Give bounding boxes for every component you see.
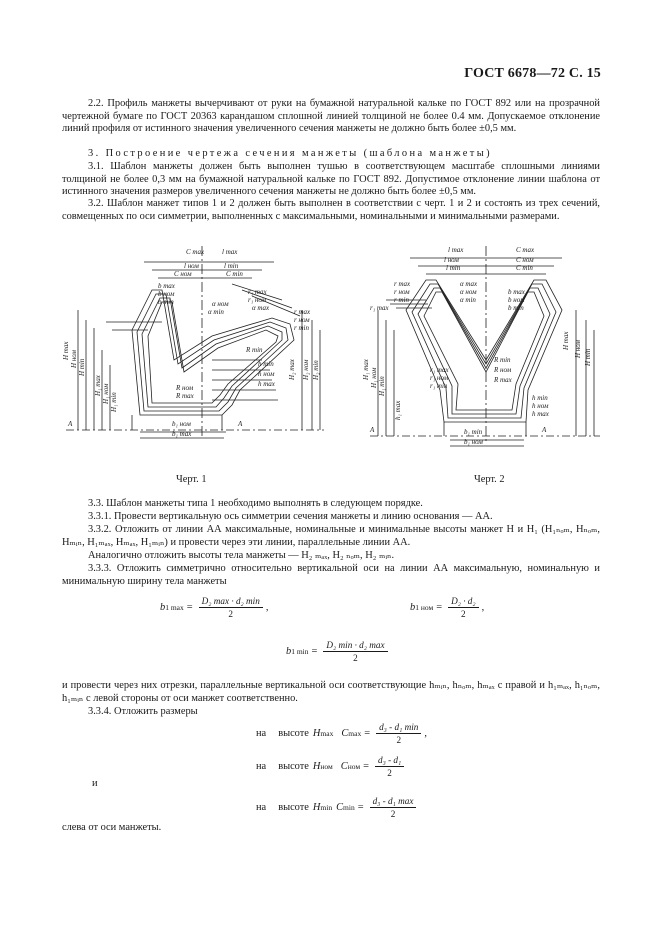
formula-c-max: на высоте H max C max = $\frac{\text{d₃ - d₁ min}}{2}$ , <box>256 722 427 745</box>
svg-text:α ном: α ном <box>212 300 229 308</box>
formula-c-min: на высоте H min C min = $\frac{\text{d₃ - d₁ max}}{2}$ <box>256 796 419 819</box>
svg-text:r₁ ном: r₁ ном <box>430 374 449 382</box>
formula-denominator: 2 <box>461 609 466 619</box>
svg-text:R ном: R ном <box>176 384 194 392</box>
svg-text:α ном: α ном <box>460 288 477 296</box>
formula-h: H <box>312 728 321 739</box>
svg-text:b min: b min <box>158 298 174 306</box>
svg-text:H₁ max: H₁ max <box>94 375 102 396</box>
svg-text:h max: h max <box>532 410 549 418</box>
svg-text:C ном: C ном <box>516 256 534 264</box>
paragraph-3-3: 3.3. Шаблон манжеты типа 1 необходимо выполнять в следующем порядке. <box>88 498 423 509</box>
formula-word-na: на <box>256 802 267 813</box>
svg-text:α min: α min <box>460 296 476 304</box>
svg-text:R max: R max <box>494 376 512 384</box>
svg-text:r ном: r ном <box>394 288 410 296</box>
svg-text:r min: r min <box>294 324 309 332</box>
paragraph-3-3-3-b: и провести через них отрезки, параллельные вертикальной оси соответствующие hₘᵢₙ, hₙₒₘ, hₘₐₓ с правой и h₁ₘₐₓ, h₁ₙₒₘ, h₁ₘᵢₙ с левой стороны от оси манжет соответственно. <box>62 680 600 704</box>
formula-b1-min: b 1 min = $\frac{\text{D₂ min · d₂ max}}{2}$ <box>286 640 391 663</box>
formula-c: C <box>341 728 349 739</box>
svg-text:r₁ max: r₁ max <box>430 366 449 374</box>
section-3-heading: 3. Построение чертежа сечения манжеты (шаблона манжеты) <box>88 148 492 159</box>
svg-text:r₁ ном: r₁ ном <box>248 296 267 304</box>
formula-b1-nom: b 1 ном = $\frac{\text{D₂ · d₂}}{2}$ , <box>410 596 485 619</box>
svg-text:h min: h min <box>258 360 274 368</box>
figure-1-caption: Черт. 1 <box>176 474 207 485</box>
svg-text:H₁ min: H₁ min <box>110 392 118 412</box>
paragraph-3-3-1: 3.3.1. Провести вертикальную ось симметрии сечения манжеты и линию основания — АА. <box>88 511 493 522</box>
formula-h: H <box>312 761 321 772</box>
paragraph-3-3-3: 3.3.3. Отложить симметрично относительно вертикальной оси на линии АА максимальную, номинальную и минимальную ширину тела манжеты <box>62 563 600 587</box>
figure-2-drawing <box>362 240 604 450</box>
svg-text:H max: H max <box>62 341 70 360</box>
svg-text:H₁ ном: H₁ ном <box>102 383 110 404</box>
svg-text:r max: r max <box>294 308 311 316</box>
formula-lhs-sub: 1 ном <box>415 603 434 612</box>
svg-text:α max: α max <box>460 280 478 288</box>
formula-c: C <box>336 802 344 813</box>
svg-text:r ном: r ном <box>294 316 310 324</box>
paragraph-3-3-2: 3.3.2. Отложить от линии АА максимальные, номинальные и минимальные высоты манжет H и H₁ (H₁ₙₒₘ, Hₙₒₘ, Hₘᵢₙ, H₁ₘₐₓ, Hₘₐₓ, H₁ₘᵢₙ) и провести через эти линии, параллельные линии АА. <box>62 524 600 548</box>
svg-text:A: A <box>68 420 73 428</box>
svg-text:C min: C min <box>516 264 533 272</box>
svg-text:H₁ min: H₁ min <box>378 376 386 396</box>
svg-text:C max: C max <box>186 248 205 256</box>
formula-numerator: D₂ · d₂ <box>448 596 479 608</box>
svg-text:A: A <box>370 426 375 434</box>
svg-text:C ном: C ном <box>174 270 192 278</box>
formula-lhs: b <box>160 602 166 613</box>
formula-c-nom: на высоте H ном C ном = $\frac{\text{d₃ - d₁}}{2}$ <box>256 755 407 778</box>
svg-text:H₂ min: H₂ min <box>312 360 320 380</box>
formula-c-sub: ном <box>347 762 361 771</box>
svg-text:H min: H min <box>584 348 592 366</box>
svg-text:b₁ max: b₁ max <box>172 430 192 438</box>
formula-c-sub: max <box>348 729 362 738</box>
svg-text:H₁ ном: H₁ ном <box>370 367 378 388</box>
svg-text:b ном: b ном <box>158 290 175 298</box>
svg-text:h ном: h ном <box>258 370 275 378</box>
svg-text:b₁ ном: b₁ ном <box>464 438 483 446</box>
svg-text:H₁ max: H₁ max <box>362 359 370 380</box>
svg-text:b ном: b ном <box>508 296 525 304</box>
svg-text:C min: C min <box>226 270 243 278</box>
formula-denominator: 2 <box>396 735 402 745</box>
svg-text:R min: R min <box>494 356 511 364</box>
formula-word-na: на <box>256 761 267 772</box>
svg-text:H₂ max: H₂ max <box>288 359 296 380</box>
formula-numerator: d₃ - d₁ max <box>370 796 417 808</box>
svg-text:l max: l max <box>448 246 464 254</box>
figure-2-caption: Черт. 2 <box>474 474 505 485</box>
svg-text:r₁ min: r₁ min <box>430 382 448 390</box>
formula-word-na: на <box>256 728 267 739</box>
svg-text:h ном: h ном <box>532 402 549 410</box>
formula-word-height: высоте <box>278 728 309 739</box>
formula-lhs-sub: 1 min <box>291 647 309 656</box>
formula-denominator: 2 <box>353 653 358 663</box>
svg-text:r₁ max: r₁ max <box>248 288 267 296</box>
paragraph-3-2: 3.2. Шаблон манжет типов 1 и 2 должен быть выполнен в соответствии с черт. 1 и 2 и состоять из трех сечений, совмещенных по оси симметрии, выполненных с максимальными, номинальными и минимальными размерами. <box>62 198 600 222</box>
svg-text:A: A <box>238 420 243 428</box>
svg-text:b₁ ном: b₁ ном <box>172 420 191 428</box>
formula-denominator: 2 <box>390 809 396 819</box>
formula-b1-max: b 1 max = $\frac{\text{D₂ max · d₂ min}}{2}$ , <box>160 596 269 619</box>
formula-lhs-sub: 1 max <box>165 603 184 612</box>
svg-text:r max: r max <box>394 280 411 288</box>
formula-numerator: D₂ min · d₂ max <box>323 640 387 652</box>
svg-text:r₁ max: r₁ max <box>370 304 389 312</box>
svg-text:h₁ max: h₁ max <box>394 400 402 420</box>
svg-text:H ном: H ном <box>70 350 78 368</box>
paragraph-end: слева от оси манжеты. <box>62 822 162 833</box>
svg-text:H max: H max <box>562 331 570 350</box>
svg-text:l min: l min <box>446 264 461 272</box>
paragraph-3-1: 3.1. Шаблон манжеты должен быть выполнен тушью в соответствующем масштабе сплошными линиями толщиной не более 0,3 мм на бумажной натуральной кальке по ГОСТ 892. Допустимое отклонение линии шаблона от истинного значения размеров увеличенного сечения манжеты не должно быть более ±0,5 мм. <box>62 161 600 198</box>
page-header: ГОСТ 6678—72 С. 15 <box>464 66 601 81</box>
formula-h-sub: ном <box>320 762 333 771</box>
formula-c: C <box>340 761 348 772</box>
svg-text:l max: l max <box>222 248 238 256</box>
svg-text:R ном: R ном <box>494 366 512 374</box>
formula-h: H <box>312 802 321 813</box>
formula-numerator: d₃ - d₁ min <box>376 722 421 734</box>
svg-text:C max: C max <box>516 246 535 254</box>
svg-text:b max: b max <box>508 288 525 296</box>
paragraph-3-3-2-b: Аналогично отложить высоты тела манжеты — H₂ ₘₐₓ, H₂ ₙₒₘ, H₂ ₘᵢₙ. <box>88 550 395 561</box>
formula-numerator: d₃ - d₁ <box>375 755 404 767</box>
svg-text:b max: b max <box>158 282 175 290</box>
svg-text:b₁ min: b₁ min <box>464 428 483 436</box>
formula-numerator: D₂ max · d₂ min <box>199 596 263 608</box>
formula-word-height: высоте <box>278 761 309 772</box>
figure-1-drawing <box>62 240 330 440</box>
svg-text:R min: R min <box>246 346 263 354</box>
svg-text:H₂ ном: H₂ ном <box>302 359 310 380</box>
svg-text:α max: α max <box>252 304 270 312</box>
paragraph-2-2: 2.2. Профиль манжеты вычерчивают от руки на бумажной натуральной кальке по ГОСТ 892 или на прозрачной чертежной бумаге по ГОСТ 20363 карандашом сплошной линией толщиной не более 0.4 мм. Допускаемое отклонение линий профиля от истинного значения увеличенного сечения манжеты не должно быть более ±0,5 мм. <box>62 98 600 135</box>
formula-c-sub: min <box>343 803 355 812</box>
svg-text:l min: l min <box>224 262 239 270</box>
formula-denominator: 2 <box>228 609 234 619</box>
paragraph-3-3-4: 3.3.4. Отложить размеры <box>88 706 198 717</box>
formula-denominator: 2 <box>387 768 392 778</box>
svg-text:l ном: l ном <box>184 262 199 270</box>
svg-text:h min: h min <box>532 394 548 402</box>
svg-text:h max: h max <box>258 380 275 388</box>
formula-word-height: высоте <box>278 802 309 813</box>
svg-text:H ном: H ном <box>574 340 582 358</box>
svg-text:α min: α min <box>208 308 224 316</box>
svg-text:l ном: l ном <box>444 256 459 264</box>
formula-lhs: b <box>286 646 292 657</box>
svg-text:H min: H min <box>78 358 86 376</box>
formula-h-sub: max <box>320 729 334 738</box>
svg-text:A: A <box>542 426 547 434</box>
formula-h-sub: min <box>320 803 333 812</box>
formula-lhs: b <box>410 602 416 613</box>
paragraph-and: и <box>92 778 98 789</box>
svg-text:R max: R max <box>176 392 194 400</box>
svg-text:r min: r min <box>394 296 409 304</box>
svg-text:b min: b min <box>508 304 524 312</box>
